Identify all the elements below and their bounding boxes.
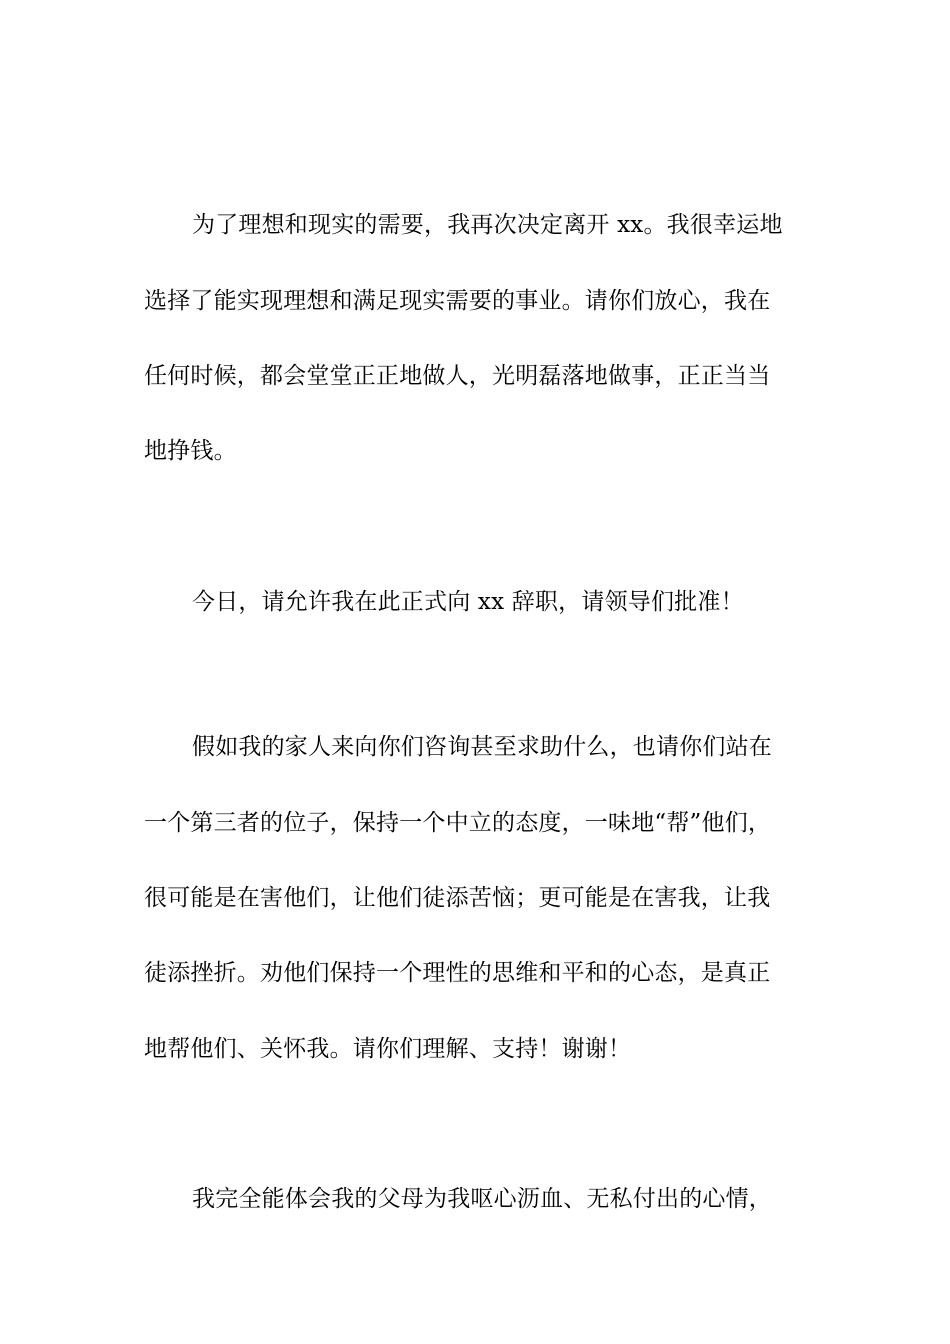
paragraph-1-line-2: 选择了能实现理想和满足现实需要的事业。请你们放心，我在	[144, 288, 771, 314]
paragraph-4-line-1: 我完全能体会我的父母为我呕心沥血、无私付出的心情，	[192, 1186, 772, 1212]
paragraph-3-line-1: 假如我的家人来向你们咨询甚至求助什么，也请你们站在	[192, 734, 772, 760]
paragraph-3-line-5: 地帮他们、关怀我。请你们理解、支持！谢谢！	[144, 1036, 632, 1062]
paragraph-3-line-3: 很可能是在害他们，让他们徒添苦恼；更可能是在害我，让我	[144, 885, 771, 911]
paragraph-3-line-2: 一个第三者的位子，保持一个中立的态度，一味地“帮”他们，	[144, 810, 772, 836]
paragraph-2-line-1: 今日，请允许我在此正式向 xx 辞职，请领导们批准！	[192, 589, 744, 615]
paragraph-1-line-1: 为了理想和现实的需要，我再次决定离开 xx。我很幸运地	[192, 212, 783, 238]
paragraph-1-line-3: 任何时候，都会堂堂正正地做人，光明磊落地做事，正正当当	[144, 363, 771, 389]
paragraph-3-line-4: 徒添挫折。劝他们保持一个理性的思维和平和的心态，是真正	[144, 960, 771, 986]
paragraph-1-line-4: 地挣钱。	[144, 438, 237, 464]
